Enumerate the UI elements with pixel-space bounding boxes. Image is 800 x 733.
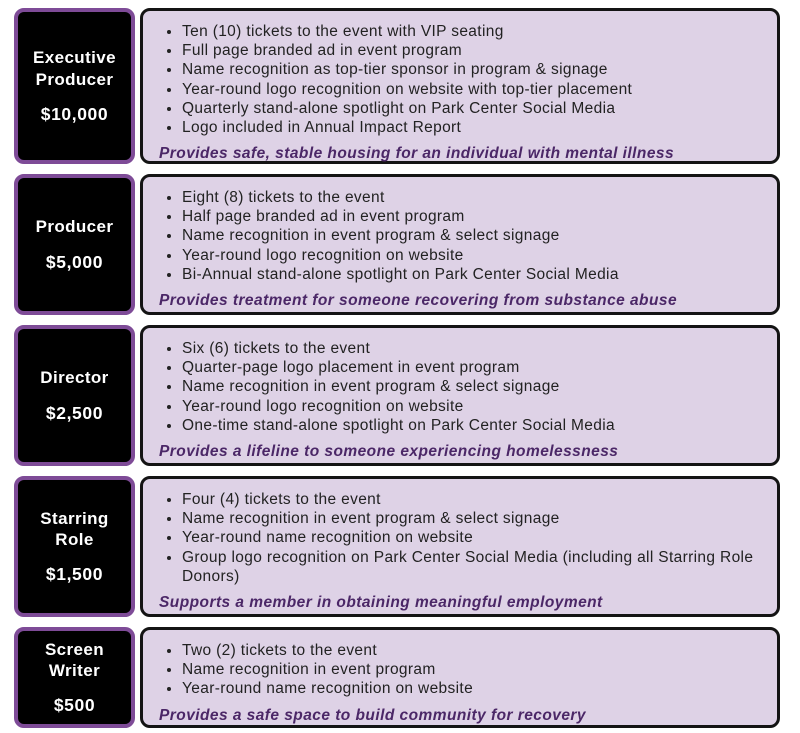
- benefits-list: [159, 641, 765, 699]
- impact-tagline: Provides treatment for someone recovering from substance abuse: [159, 292, 678, 310]
- benefit-item: • Year-round name recognition on website: [182, 679, 765, 698]
- benefit-item: • Name recognition in event program: [182, 660, 765, 679]
- benefit-item: • Quarter-page logo placement in event program: [182, 358, 765, 377]
- benefit-item: • Two (2) tickets to the event: [182, 641, 765, 660]
- tier-name: Executive Producer: [33, 48, 116, 89]
- tier-name: Screen Writer: [44, 639, 105, 680]
- tier-row-executive-producer: [14, 8, 780, 164]
- tier-price: $5,000: [45, 251, 104, 272]
- tier-price: $2,500: [45, 402, 104, 423]
- tier-card-director: [14, 325, 135, 466]
- benefits-panel: [140, 325, 780, 466]
- benefit-item: • Quarterly stand-alone spotlight on Park Center Social Media: [182, 99, 765, 118]
- tier-price: $10,000: [40, 103, 109, 124]
- benefit-item: • Ten (10) tickets to the event with VIP seating: [182, 22, 765, 41]
- tier-name: Director: [40, 368, 109, 388]
- tier-price: $1,500: [45, 564, 104, 585]
- benefit-item: • Full page branded ad in event program: [182, 41, 765, 60]
- benefit-item: • One-time stand-alone spotlight on Park Center Social Media: [182, 416, 765, 435]
- benefits-list: [159, 22, 765, 137]
- benefit-item: • Bi-Annual stand-alone spotlight on Park Center Social Media: [182, 265, 765, 284]
- impact-tagline: Provides a lifeline to someone experiencing homelessness: [159, 443, 619, 461]
- impact-tagline: Provides safe, stable housing for an individual with mental illness: [159, 145, 675, 163]
- benefits-panel: [140, 476, 780, 617]
- benefit-item: • Name recognition in event program & select signage: [182, 377, 765, 396]
- tier-row-screen-writer: [14, 627, 780, 728]
- benefit-item: • Half page branded ad in event program: [182, 207, 765, 226]
- benefit-item: • Year-round logo recognition on website: [182, 397, 765, 416]
- benefits-list: [159, 339, 765, 435]
- benefit-item: • Eight (8) tickets to the event: [182, 188, 765, 207]
- benefits-list: [159, 490, 765, 586]
- tier-card-producer: [14, 174, 135, 315]
- tier-card-starring-role: [14, 476, 135, 617]
- tier-name: Starring Role: [40, 508, 109, 549]
- benefit-item: • Year-round logo recognition on website: [182, 246, 765, 265]
- tier-card-executive-producer: [14, 8, 135, 164]
- benefits-panel: [140, 174, 780, 315]
- tier-name: Producer: [35, 217, 114, 237]
- tier-row-director: [14, 325, 780, 466]
- benefits-panel: [140, 627, 780, 728]
- benefit-item: • Four (4) tickets to the event: [182, 490, 765, 509]
- benefit-item: • Name recognition as top-tier sponsor in program & signage: [182, 60, 765, 79]
- benefit-item: • Year-round logo recognition on website with top-tier placement: [182, 80, 765, 99]
- benefits-panel: [140, 8, 780, 164]
- benefit-item: • Name recognition in event program & select signage: [182, 226, 765, 245]
- impact-tagline: Provides a safe space to build community for recovery: [159, 706, 586, 724]
- tier-price: $500: [53, 695, 96, 716]
- benefit-item: • Six (6) tickets to the event: [182, 339, 765, 358]
- tier-row-producer: [14, 174, 780, 315]
- benefit-item: • Logo included in Annual Impact Report: [182, 118, 765, 137]
- benefit-item: • Name recognition in event program & select signage: [182, 509, 765, 528]
- tier-row-starring-role: [14, 476, 780, 617]
- benefit-item: • Group logo recognition on Park Center Social Media (including all Starring Role Donors): [182, 548, 765, 586]
- benefit-item: • Year-round name recognition on website: [182, 528, 765, 547]
- impact-tagline: Supports a member in obtaining meaningful employment: [159, 594, 603, 612]
- benefits-list: [159, 188, 765, 284]
- tier-card-screen-writer: [14, 627, 135, 728]
